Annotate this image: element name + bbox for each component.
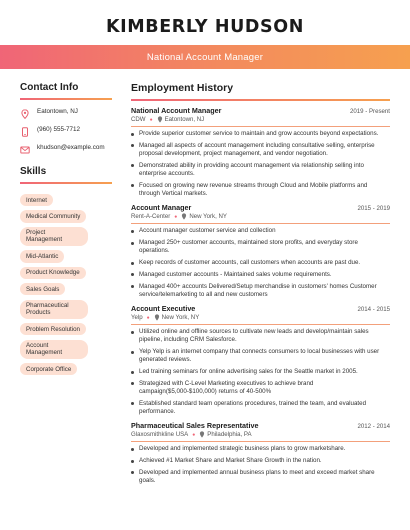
job-location: New York, NY (161, 314, 200, 321)
bullet-item: Led training seminars for online advertising sales for the Seattle market in 2005. (131, 368, 390, 376)
job-divider (131, 223, 390, 224)
bullet-item: Achieved #1 Market Share and Market Share Growth in the nation. (131, 457, 390, 465)
bullet-item: Focused on growing new revenue streams through Cloud and Mobile platforms and through Vertical markets. (131, 182, 390, 198)
contact-divider (20, 98, 112, 100)
employment-section-title: Employment History (131, 82, 234, 94)
job-dates: 2015 - 2019 (357, 205, 390, 213)
bullet-item: Yelp Yelp is an internet company that connects consumers to local businesses with user generated reviews. (131, 348, 390, 364)
job-divider (131, 126, 390, 127)
skill-chip: Project Management (20, 227, 88, 246)
location-pin-icon (157, 116, 163, 123)
bullet-item: Managed customer accounts - Maintained sales volume requirements. (131, 271, 390, 279)
location-text: Eatontown, NJ (37, 108, 78, 115)
phone-icon (20, 127, 30, 137)
job-location: Eatontown, NJ (164, 116, 205, 123)
job-divider (131, 324, 390, 325)
contact-email (20, 144, 112, 155)
bullet-item: Developed and implemented strategic business plans to grow marketshare. (131, 445, 390, 453)
contact-section-title: Contact Info (20, 82, 79, 93)
separator-dot-icon: ● (192, 431, 196, 438)
bullet-item: Managed all aspects of account management including consultative selling, enterprise proposal development, project management, and vendor negotiation. (131, 142, 390, 158)
skill-chip: Account Management (20, 340, 88, 359)
separator-dot-icon: ● (149, 116, 153, 123)
job-employer (131, 314, 390, 321)
job-employer (131, 213, 390, 220)
separator-dot-icon: ● (146, 314, 150, 321)
bullet-item: Demonstrated ability in providing account management via relationship selling into enterprise accounts. (131, 162, 390, 178)
email-link[interactable]: khudson@example.com (37, 144, 105, 151)
envelope-icon (20, 145, 30, 155)
job-dates: 2019 - Present (350, 108, 390, 115)
separator-dot-icon: ● (174, 213, 178, 220)
skills-divider (20, 182, 112, 184)
skill-chip: Product Knowledge (20, 267, 86, 279)
company-name: Glaxosmithkline USA (131, 431, 189, 439)
job-bullets (131, 130, 390, 198)
bullet-item: Established standard team operations procedures, trained the team, and evaluated performance. (131, 400, 390, 416)
job-dates: 2014 - 2015 (357, 306, 390, 313)
skill-chip: Sales Goals (20, 283, 65, 295)
bullet-item: Developed and implemented annual business plans to meet and exceed market share goals. (131, 469, 390, 485)
skills-section (20, 166, 112, 375)
job-title: Account Manager (131, 203, 192, 213)
bullet-item: Keep records of customer accounts, call customers when accounts are past due. (131, 259, 390, 267)
skill-chip: Medical Community (20, 210, 86, 222)
bullet-item: Managed 400+ accounts Delivered/Setup merchandise in customers' homes Customer service/telemarketing to all and new customers (131, 283, 390, 299)
contact-phone (20, 126, 112, 137)
job-entry (131, 106, 390, 198)
skill-chip: Corporate Office (20, 363, 77, 375)
left-column (20, 82, 112, 380)
job-title: Account Executive (131, 304, 196, 313)
employment-divider (131, 99, 390, 101)
job-employer (131, 116, 390, 123)
company-name: Rent-A-Center (131, 213, 171, 221)
job-location: New York, NY (189, 213, 227, 221)
job-bullets (131, 445, 390, 485)
job-title: National Account Manager (131, 106, 222, 115)
bullet-item: Strategized with C-Level Marketing executives to achieve brand campaign($5,000-$100,000) returns of 40-500% (131, 380, 390, 396)
title-banner (0, 45, 410, 69)
skill-chip: Pharmaceutical Products (20, 300, 88, 319)
job-bullets (131, 227, 390, 299)
bullet-item: Account manager customer service and collection (131, 227, 390, 235)
job-location: Philadelphia, PA (207, 431, 252, 439)
location-pin-icon (154, 314, 160, 321)
skill-chip: Internet (20, 194, 53, 206)
location-pin-icon (20, 109, 30, 119)
bullet-item: Managed 250+ customer accounts, maintained store profits, and everyday store operations. (131, 239, 390, 255)
job-employer (131, 431, 390, 438)
contact-list (20, 108, 112, 155)
location-pin-icon (199, 431, 205, 438)
contact-location (20, 108, 112, 119)
job-list (131, 106, 390, 485)
job-dates: 2012 - 2014 (357, 423, 390, 431)
bullet-item: Provide superior customer service to maintain and grow accounts beyond expectations. (131, 130, 390, 138)
location-pin-icon (181, 213, 187, 220)
job-divider (131, 441, 390, 442)
company-name: CDW (131, 116, 146, 123)
skill-chip: Problem Resolution (20, 323, 86, 335)
bullet-item: Utilized online and offline sources to cultivate new leads and develop/maintain sales pipeline, including CRM Salesforce. (131, 328, 390, 344)
right-column (131, 82, 390, 490)
skill-list (20, 194, 112, 375)
job-entry (131, 304, 390, 416)
job-title-subtitle: National Account Manager (146, 51, 264, 63)
skill-chip: Mid-Atlantic (20, 250, 64, 262)
candidate-name: KIMBERLY HUDSON (106, 17, 304, 37)
job-entry (131, 203, 390, 299)
job-entry (131, 421, 390, 485)
skills-section-title: Skills (20, 166, 47, 177)
job-title: Pharmaceutical Sales Representative (131, 421, 259, 431)
phone-text: (960) 555-7712 (37, 126, 81, 133)
company-name: Yelp (131, 314, 143, 321)
job-bullets (131, 328, 390, 416)
